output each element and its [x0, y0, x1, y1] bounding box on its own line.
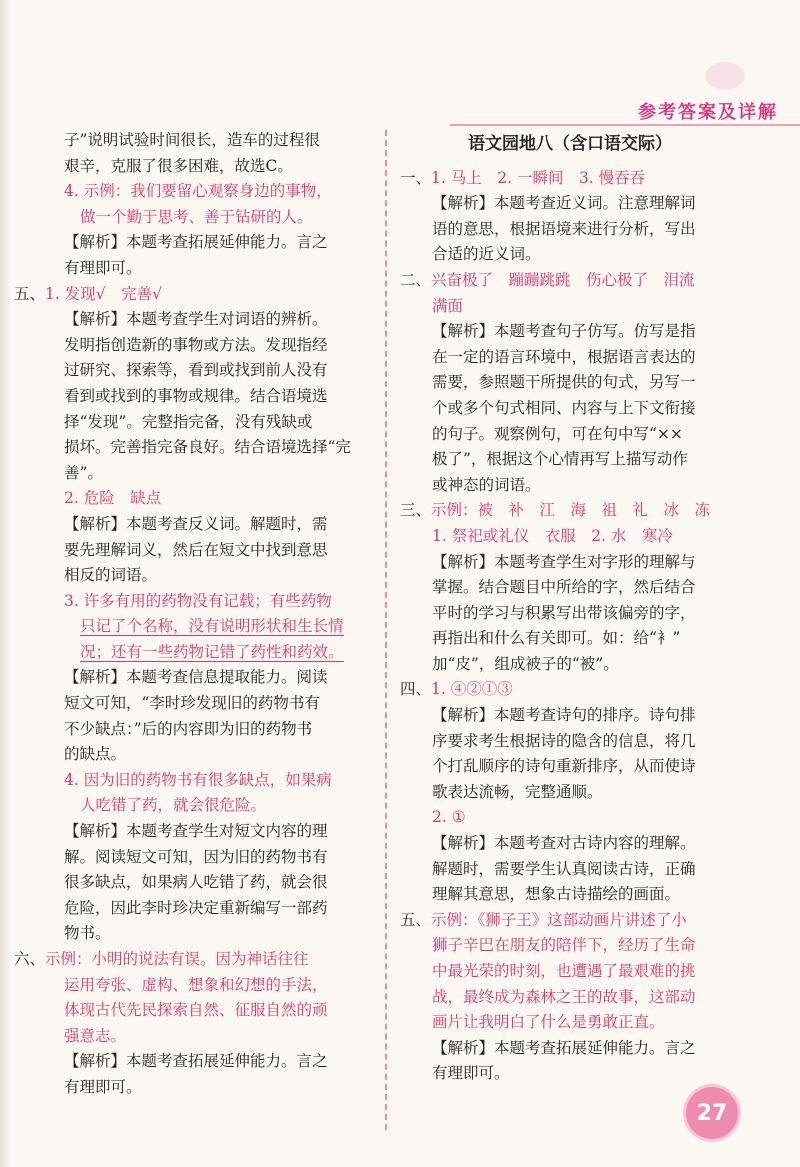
explanation-line: 个或多个句式相同、内容与上下文衔接	[432, 398, 696, 417]
question-three	[400, 498, 740, 524]
answer-line: 示例：《狮子王》这部动画片讲述了小	[431, 910, 687, 929]
question-four	[400, 677, 740, 703]
explanation-line: 有理即可。	[432, 1064, 510, 1083]
section-label: 四、	[400, 680, 432, 699]
underlined-text: 况；还有一些药物记错了药性和药效。	[80, 642, 344, 661]
explanation-line: 【解析】本题考查近义词。注意理解词	[432, 194, 696, 213]
explanation-line: 善”。	[64, 463, 103, 482]
header-decoration-icon	[705, 62, 745, 90]
section-label: 五、	[400, 910, 432, 929]
column-divider	[385, 130, 387, 1130]
question-five	[400, 908, 740, 934]
answer-line: 强意志。	[64, 1026, 127, 1045]
answer-line: 示例：被 补 江 海 祖 礼 冰 冻	[431, 501, 711, 520]
explanation-line: 要先理解词义，然后在短文中找到意思	[64, 540, 328, 559]
explanation-line: 【解析】本题考查学生对字形的理解与	[432, 552, 696, 571]
answer-line: 4. 示例：我们要留心观察身边的事物，	[64, 182, 332, 201]
explanation-line: 解题时，需要学生认真阅读古诗，正确	[432, 859, 696, 878]
question-two	[400, 268, 740, 294]
section-label: 六、	[14, 950, 46, 968]
answer-line: 4. 因为旧的药物书有很多缺点，如果病	[64, 770, 332, 789]
answer-line	[48, 614, 370, 640]
answer-line: 1. 马上 2. 一瞬间 3. 慢吞吞	[431, 168, 646, 187]
header-title: 参考答案及详解	[638, 102, 778, 123]
answer-line: 狮子辛巴在朋友的陪伴下，经历了生命	[432, 936, 696, 955]
explanation-line: 或神态的词语。	[432, 475, 541, 494]
answer-line: 1. 发现√ 完善√	[45, 284, 162, 303]
answer-line: 中最光荣的时刻，也遭遇了最艰难的挑	[432, 962, 696, 980]
explanation-line: 有理即可。	[64, 258, 142, 277]
answer-line: 2. ①	[432, 808, 466, 827]
question-one	[400, 166, 740, 192]
answer-line: 体现古代先民探索自然、征服自然的顽	[64, 1001, 328, 1020]
explanation-line: 相反的词语。	[64, 566, 158, 585]
page-number-badge	[686, 1087, 738, 1139]
answer-line: 1. ④②①③	[431, 680, 513, 699]
explanation-line: 平时的学习与积累写出带该偏旁的字，	[432, 603, 696, 622]
answer-line: 3. 许多有用的药物没有记载；有些药物	[64, 591, 332, 610]
answer-line: 运用夸张、虚构、想象和幻想的手法，	[64, 975, 328, 994]
section-label: 三、	[400, 501, 432, 520]
explanation-line: 损坏。完善指完备良好。结合语境选择“完	[64, 438, 351, 457]
explanation-line: 【解析】本题考查对古诗内容的理解。	[432, 834, 696, 853]
section-label: 一、	[400, 168, 432, 187]
right-column	[400, 128, 740, 1087]
header-rule	[450, 124, 800, 126]
section-label: 二、	[400, 270, 432, 289]
section-title: 语文园地八（含口语交际）	[468, 134, 672, 154]
answer-line: 示例：小明的说法有误。因为神话往往	[45, 950, 309, 968]
explanation-line: 【解析】本题考查拓展延伸能力。言之	[64, 1052, 328, 1071]
explanation-line: 掌握。结合题目中所给的字，然后结合	[432, 578, 696, 597]
text-line: 子”说明试验时间很长，造车的过程很	[64, 131, 320, 149]
explanation-line: 【解析】本题考查诗句的排序。诗句排	[432, 706, 696, 725]
explanation-line: 【解析】本题考查句子仿写。仿写是指	[432, 322, 696, 341]
explanation-line: 语的意思，根据语境来进行分析，写出	[432, 219, 696, 238]
explanation-line: 个打乱顺序的诗句重新排序，从而使诗	[432, 757, 696, 776]
explanation-line: 危险，因此李时珍决定重新编写一部药	[64, 898, 328, 917]
section-five	[14, 282, 370, 308]
left-column	[14, 128, 370, 1101]
answer-line: 人吃错了药，就会很危险。	[80, 796, 267, 815]
explanation-line: 很多缺点，如果病人吃错了药，就会很	[64, 873, 328, 892]
answer-line: 兴奋极了 蹦蹦跳跳 伤心极了 泪流	[431, 270, 695, 289]
explanation-line: 极了”，根据这个心情再写上描写动作	[432, 450, 688, 469]
explanation-line: 需要，参照题干所提供的句式，另写一	[432, 373, 696, 392]
explanation-line: 加“皮”，组成被子的“被”。	[432, 654, 619, 673]
answer-line: 2. 危险 缺点	[64, 489, 162, 508]
explanation-line: 短文可知，“李时珍发现旧的药物书有	[64, 694, 320, 713]
explanation-line: 歌表达流畅，完整通顺。	[432, 782, 603, 801]
explanation-line: 【解析】本题考查拓展延伸能力。言之	[432, 1038, 696, 1057]
explanation-line: 【解析】本题考查反义词。解题时，需	[64, 514, 328, 533]
explanation-line: 的缺点。	[64, 745, 127, 764]
explanation-line: 合适的近义词。	[432, 245, 541, 264]
explanation-line: 物书。	[64, 924, 111, 943]
section-six	[14, 947, 370, 973]
explanation-line: 解。阅读短文可知，因为旧的药物书有	[64, 847, 328, 866]
explanation-line: 发明指创造新的事物或方法。发现指经	[64, 335, 328, 354]
explanation-line: 看到或找到的事物或规律。结合语境选	[64, 386, 328, 405]
explanation-line: 在一定的语言环境中，根据语言表达的	[432, 347, 696, 366]
answer-line: 1. 祭祀或礼仪 衣服 2. 水 寒冷	[432, 526, 673, 545]
explanation-line: 再指出和什么有关即可。如：给“衤”	[432, 629, 681, 648]
explanation-line: 【解析】本题考查拓展延伸能力。言之	[64, 233, 328, 252]
explanation-line: 过研究、探索等，看到或找到前人没有	[64, 361, 328, 380]
answer-line: 满面	[432, 296, 464, 315]
explanation-line: 序要求考生根据诗的隐含的信息，将几	[432, 731, 696, 750]
page-number: 27	[696, 1100, 728, 1126]
explanation-line: 理解其意思，想象古诗描绘的画面。	[432, 885, 681, 904]
explanation-line: 的句子。观察例句，可在句中写“××	[432, 424, 683, 443]
answer-line	[48, 640, 370, 666]
answer-line: 做一个勤于思考、善于钻研的人。	[80, 207, 313, 226]
explanation-line: 【解析】本题考查学生对词语的辨析。	[64, 310, 328, 329]
explanation-line: 【解析】本题考查信息提取能力。阅读	[64, 668, 328, 687]
answer-line: 画片让我明白了什么是勇敢正直。	[432, 1013, 665, 1032]
explanation-line: 有理即可。	[64, 1077, 142, 1096]
page-edge-shadow	[0, 0, 12, 1167]
section-label: 五、	[14, 284, 46, 303]
explanation-line: 择“发现”。完整指完备，没有残缺或	[64, 412, 313, 431]
explanation-line: 【解析】本题考查学生对短文内容的理	[64, 822, 328, 841]
text-line: 艰辛，克服了很多困难，故选C。	[64, 156, 293, 175]
underlined-text: 只记了个名称，没有说明形状和生长情	[80, 617, 344, 636]
answer-line: 战，最终成为森林之王的故事，这部动	[432, 987, 696, 1006]
explanation-line: 不少缺点：”后的内容即为旧的药物书	[64, 719, 313, 738]
